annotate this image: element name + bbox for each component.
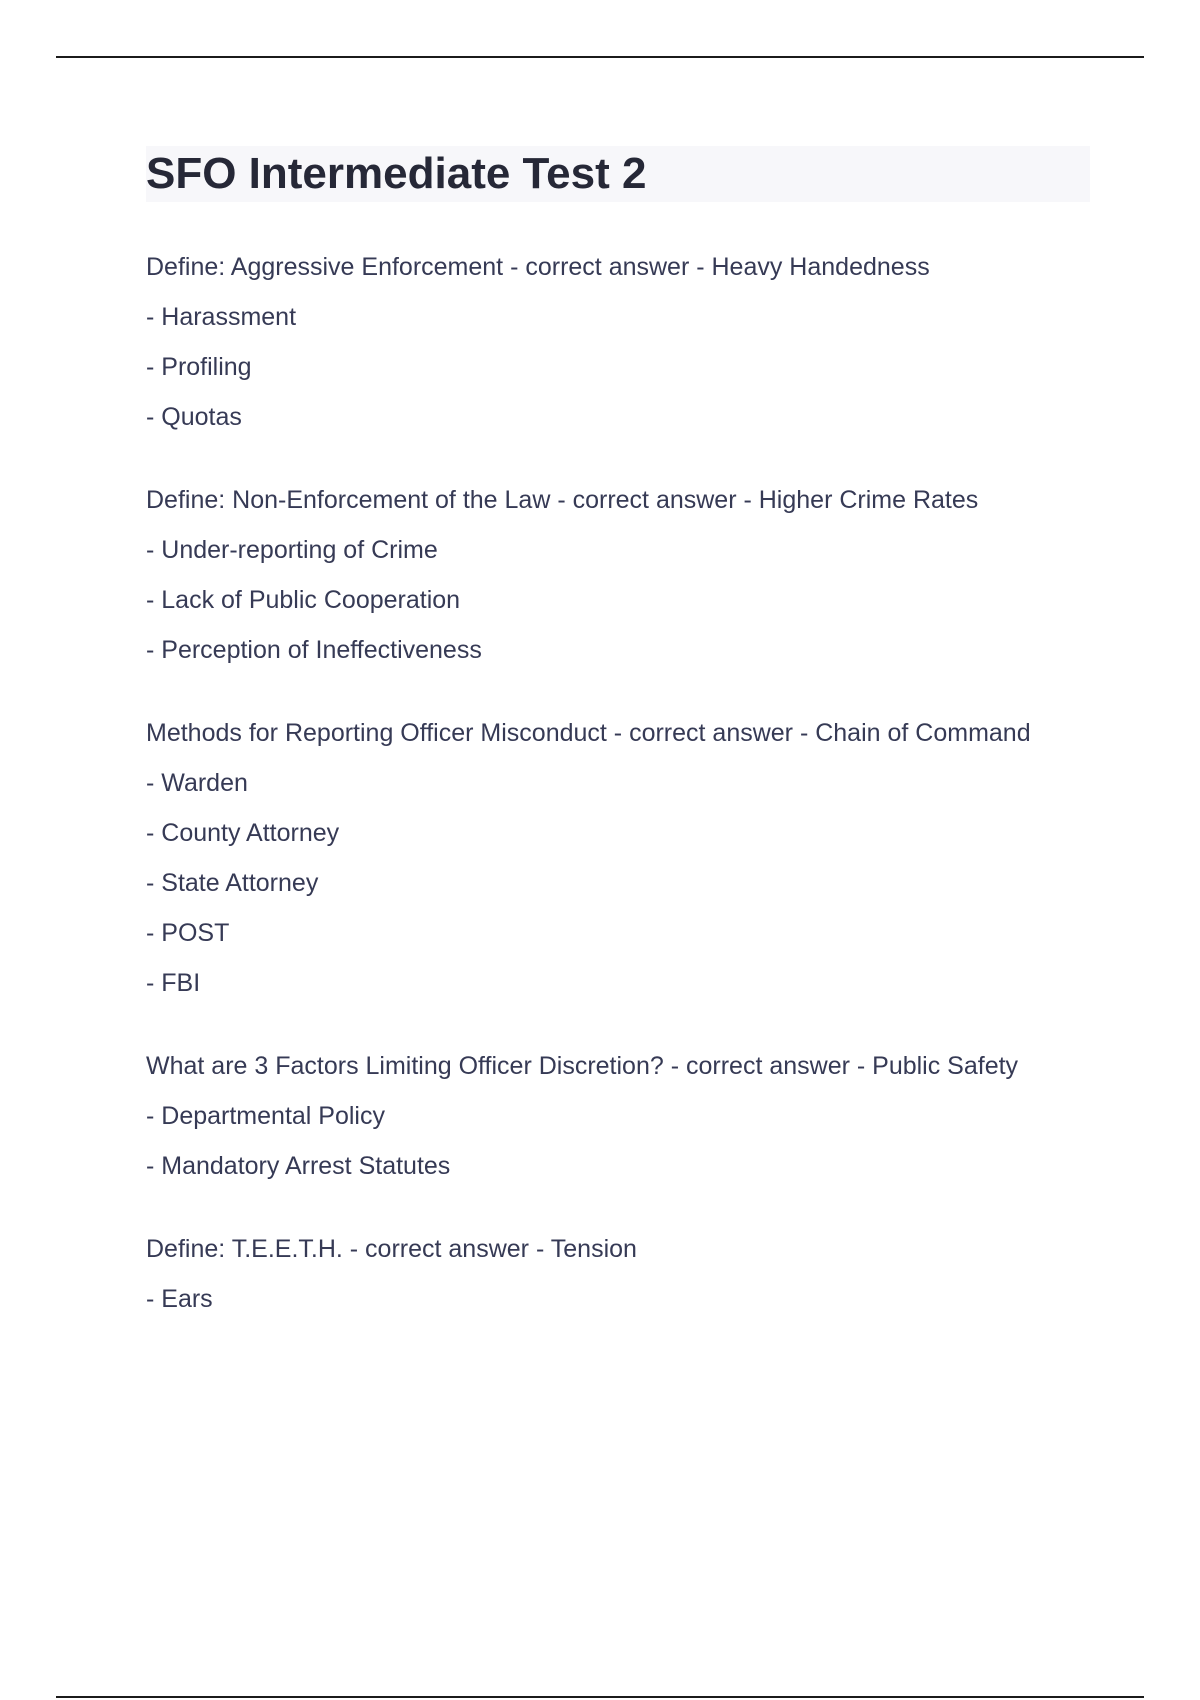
qa-answer-item: - Departmental Policy xyxy=(146,1102,385,1130)
qa-answer-item: - County Attorney xyxy=(146,819,340,847)
qa-answer-item: - Quotas xyxy=(146,403,242,431)
qa-answer-item: - Lack of Public Cooperation xyxy=(146,586,461,614)
qa-answer-item: - Ears xyxy=(146,1285,213,1313)
qa-answer-item: - POST xyxy=(146,919,230,947)
qa-question-line: Define: Non-Enforcement of the Law - correct answer - Higher Crime Rates xyxy=(146,486,979,514)
qa-answer-item: - Under-reporting of Crime xyxy=(146,536,438,564)
document-title: SFO Intermediate Test 2 xyxy=(146,149,647,198)
qa-question-line: Define: T.E.E.T.H. - correct answer - Tension xyxy=(146,1235,637,1263)
qa-answer-item: - Warden xyxy=(146,769,248,797)
title-block xyxy=(146,146,1090,202)
qa-answer-item: - Harassment xyxy=(146,303,297,331)
qa-entry xyxy=(146,716,1090,1000)
qa-entry xyxy=(146,250,1090,434)
qa-entry xyxy=(146,1049,1090,1183)
qa-entry xyxy=(146,1232,1090,1316)
qa-answer-item: - Mandatory Arrest Statutes xyxy=(146,1152,451,1180)
qa-list xyxy=(146,250,1090,1316)
qa-entry xyxy=(146,483,1090,667)
document-body xyxy=(146,146,1090,1316)
bottom-rule xyxy=(56,1696,1144,1698)
qa-answer-item: - FBI xyxy=(146,969,201,997)
top-rule xyxy=(56,56,1144,58)
qa-question-line: Methods for Reporting Officer Misconduct - correct answer - Chain of Command xyxy=(146,719,1031,747)
qa-answer-item: - Perception of Ineffectiveness xyxy=(146,636,482,664)
qa-question-line: Define: Aggressive Enforcement - correct answer - Heavy Handedness xyxy=(146,253,930,281)
qa-answer-item: - State Attorney xyxy=(146,869,319,897)
qa-answer-item: - Profiling xyxy=(146,353,252,381)
qa-question-line: What are 3 Factors Limiting Officer Discretion? - correct answer - Public Safety xyxy=(146,1052,1019,1080)
